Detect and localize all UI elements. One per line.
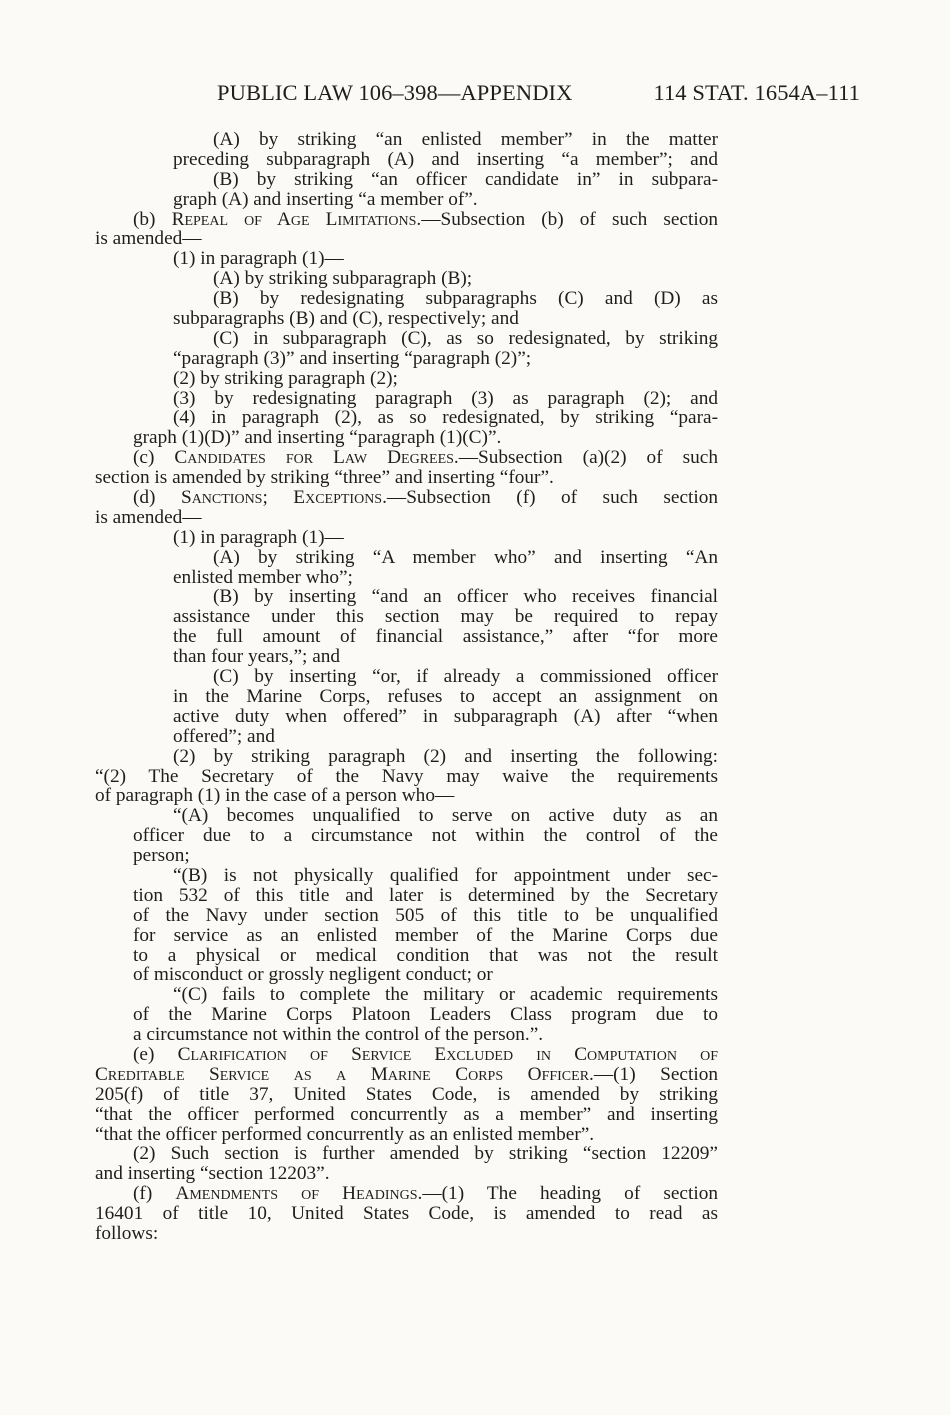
- line-text: (e): [133, 1044, 178, 1065]
- line-text: “paragraph (3)” and inserting “paragraph (2)”;: [173, 347, 532, 369]
- line-text: .—Subsection (b) of such section: [416, 209, 718, 230]
- line-text: officer due to a circumstance not within the control of the: [133, 826, 718, 847]
- line-text: .—Subsection (a)(2) of such: [453, 448, 718, 469]
- text-line: [95, 408, 718, 428]
- text-line: [95, 886, 718, 906]
- line-text: (1) in paragraph (1)—: [173, 248, 344, 270]
- line-text: active duty when offered” in subparagraph (A) after “when: [173, 706, 718, 727]
- text-line: [95, 667, 718, 687]
- text-line: [95, 846, 718, 866]
- line-text: is amended—: [95, 506, 202, 528]
- text-line: [95, 369, 718, 389]
- text-line: [95, 190, 718, 210]
- line-text: .—(1) Section: [589, 1064, 718, 1085]
- text-line: [95, 707, 718, 727]
- line-text: to a physical or medical condition that was not the result: [133, 945, 718, 966]
- line-text: (3) by redesignating paragraph (3) as paragraph (2); and: [173, 388, 718, 409]
- section-heading-text: Repeal of Age Limitations: [171, 209, 417, 230]
- text-line: [95, 926, 718, 946]
- text-line: [95, 448, 718, 468]
- text-line: [95, 906, 718, 926]
- text-line: [95, 170, 718, 190]
- line-text: person;: [133, 845, 190, 867]
- text-line: [95, 269, 718, 289]
- line-text: (B) by inserting “and an officer who receives financial: [213, 587, 718, 608]
- text-line: [95, 727, 718, 747]
- line-text: of the Navy under section 505 of this title to be unqualified: [133, 905, 718, 926]
- text-line: [95, 627, 718, 647]
- line-text: (A) by striking “an enlisted member” in the matter: [213, 130, 718, 150]
- line-text: subparagraphs (B) and (C), respectively; and: [173, 308, 519, 330]
- line-text: (d): [133, 488, 181, 508]
- text-line: [95, 806, 718, 826]
- line-text: of misconduct or grossly negligent conduct; or: [133, 964, 493, 986]
- text-line: [95, 249, 718, 269]
- text-line: [95, 965, 718, 985]
- text-line: [95, 309, 718, 329]
- line-text: (2) Such section is further amended by striking “section 12209”: [133, 1144, 718, 1165]
- text-line: [95, 229, 718, 249]
- line-text: assistance under this section may be required to repay: [173, 607, 718, 628]
- section-heading-text: Amendments of Headings: [175, 1184, 418, 1205]
- text-line: [95, 289, 718, 309]
- line-text: “(2) The Secretary of the Navy may waive the requirements: [95, 766, 718, 787]
- text-line: [95, 1025, 718, 1045]
- line-text: than four years,”; and: [173, 646, 341, 668]
- line-text: (B) by redesignating subparagraphs (C) and (D) as: [213, 289, 718, 310]
- line-text: enlisted member who”;: [173, 566, 353, 588]
- line-text: of the Marine Corps Platoon Leaders Class program due to: [133, 1005, 718, 1026]
- text-line: [95, 1204, 718, 1224]
- line-text: (4) in paragraph (2), as so redesignated, by striking “para-: [173, 408, 718, 429]
- line-text: a circumstance not within the control of the person.”.: [133, 1024, 544, 1046]
- section-heading-text: Clarification of Service Excluded in Computation of: [177, 1044, 718, 1065]
- line-text: follows:: [95, 1222, 159, 1244]
- text-line: [95, 528, 718, 548]
- line-text: (C) by inserting “or, if already a commissioned officer: [213, 667, 718, 687]
- line-text: (1) in paragraph (1)—: [173, 526, 344, 548]
- line-text: “that the officer performed concurrently as an enlisted member”.: [95, 1123, 595, 1145]
- line-text: (b): [133, 209, 172, 230]
- line-text: (2) by striking paragraph (2) and inserting the following:: [173, 746, 718, 767]
- line-text: graph (A) and inserting “a member of”.: [173, 188, 478, 210]
- text-line: [95, 767, 718, 787]
- text-line: [95, 1224, 718, 1244]
- line-text: of paragraph (1) in the case of a person who—: [95, 785, 455, 807]
- line-text: (A) by striking “A member who” and inserting “An: [213, 547, 718, 568]
- text-line: [95, 687, 718, 707]
- line-text: graph (1)(D)” and inserting “paragraph (1)(C)”.: [133, 427, 502, 449]
- text-line: [95, 1005, 718, 1025]
- text-line: [95, 428, 718, 448]
- text-line: [95, 1105, 718, 1125]
- text-line: [95, 1085, 718, 1105]
- section-heading-text: Creditable Service as a Marine Corps Officer: [95, 1064, 590, 1085]
- line-text: (2) by striking paragraph (2);: [173, 367, 398, 389]
- line-text: (c): [133, 448, 175, 469]
- text-line: [95, 488, 718, 508]
- text-line: [95, 587, 718, 607]
- text-line: [95, 1184, 718, 1204]
- text-line: [95, 210, 718, 230]
- line-text: (A) by striking subparagraph (B);: [213, 268, 473, 290]
- line-text: “(B) is not physically qualified for appointment under sec-: [173, 865, 718, 886]
- text-line: [95, 647, 718, 667]
- body-text: [95, 130, 718, 1244]
- text-line: [95, 389, 718, 409]
- text-line: [95, 826, 718, 846]
- line-text: and inserting “section 12203”.: [95, 1163, 330, 1185]
- section-heading-text: Sanctions; Exceptions: [180, 488, 383, 508]
- line-text: .—Subsection (f) of such section: [382, 488, 718, 508]
- text-line: [95, 985, 718, 1005]
- text-line: [95, 130, 718, 150]
- line-text: (B) by striking “an officer candidate in” in subpara-: [213, 169, 718, 190]
- text-line: [95, 568, 718, 588]
- text-line: [95, 786, 718, 806]
- line-text: is amended—: [95, 228, 202, 250]
- line-text: section is amended by striking “three” and inserting “four”.: [95, 467, 554, 489]
- text-line: [95, 866, 718, 886]
- text-line: [95, 1164, 718, 1184]
- line-text: the full amount of financial assistance,” after “for more: [173, 627, 718, 648]
- text-line: [95, 548, 718, 568]
- text-line: [95, 150, 718, 170]
- header-page-reference: 114 STAT. 1654A–111: [653, 80, 860, 105]
- line-text: “(C) fails to complete the military or academic requirements: [173, 985, 718, 1006]
- line-text: in the Marine Corps, refuses to accept an assignment on: [173, 686, 718, 707]
- line-text: 205(f) of title 37, United States Code, is amended by striking: [95, 1084, 718, 1105]
- text-line: [95, 1065, 718, 1085]
- line-text: offered”; and: [173, 725, 275, 747]
- text-line: [95, 1125, 718, 1145]
- line-text: tion 532 of this title and later is determined by the Secretary: [133, 885, 718, 906]
- text-line: [95, 607, 718, 627]
- line-text: preceding subparagraph (A) and inserting “a member”; and: [173, 149, 718, 170]
- header-title: PUBLIC LAW 106–398—APPENDIX: [217, 80, 573, 105]
- text-line: [95, 468, 718, 488]
- section-heading-text: Candidates for Law Degrees: [174, 448, 454, 469]
- line-text: for service as an enlisted member of the Marine Corps due: [133, 925, 718, 946]
- text-line: [95, 1045, 718, 1065]
- text-line: [95, 1144, 718, 1164]
- text-line: [95, 508, 718, 528]
- line-text: (C) in subparagraph (C), as so redesignated, by striking: [213, 328, 718, 349]
- text-line: [95, 946, 718, 966]
- text-line: [95, 349, 718, 369]
- text-line: [95, 747, 718, 767]
- line-text: .—(1) The heading of section: [417, 1184, 718, 1205]
- line-text: “(A) becomes unqualified to serve on active duty as an: [173, 806, 718, 827]
- line-text: “that the officer performed concurrently as a member” and inserting: [95, 1104, 718, 1125]
- line-text: (f): [133, 1184, 176, 1205]
- line-text: 16401 of title 10, United States Code, is amended to read as: [95, 1204, 718, 1224]
- text-line: [95, 329, 718, 349]
